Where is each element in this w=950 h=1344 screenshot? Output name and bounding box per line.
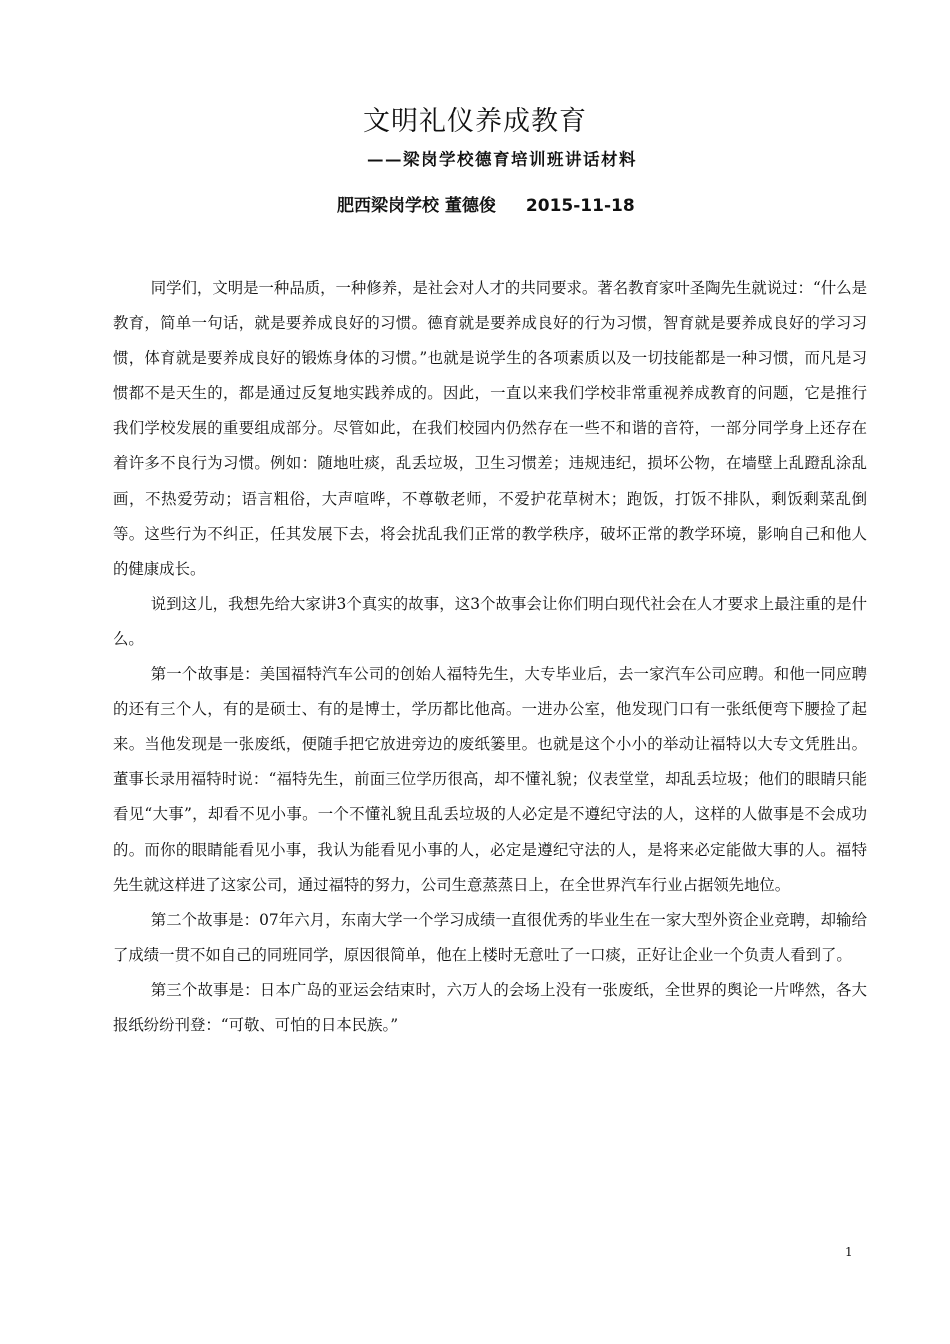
- page-number: 1: [845, 1245, 853, 1259]
- document-body: [113, 271, 867, 1043]
- document-date: 2015-11-18: [525, 196, 635, 216]
- author-name: 肥西梁岗学校 董德俊: [337, 196, 496, 216]
- paragraph-5: 第三个故事是：日本广岛的亚运会结束时，六万人的会场上没有一张废纸，全世界的舆论一片哗然，各大报纸纷纷刊登：“可敬、可怕的日本民族。”: [113, 980, 867, 1034]
- paragraph-2: 说到这儿，我想先给大家讲3个真实的故事，这3个故事会让你们明白现代社会在人才要求上最注重的是什么。: [113, 594, 867, 648]
- paragraph-1: 同学们，文明是一种品质，一种修养，是社会对人才的共同要求。著名教育家叶圣陶先生就说过：“什么是教育，简单一句话，就是要养成良好的习惯。德育就是要养成良好的行为习惯，智育就是要养成良好的学习习惯，体育就是要养成良好的锻炼身体的习惯。”也就是说学生的各项素质以及一切技能都是一种习惯，而凡是习惯都不是天生的，都是通过反复地实践养成的。因此，一直以来我们学校非常重视养成教育的问题，它是推行我们学校发展的重要组成部分。尽管如此，在我们校园内仍然存在一些不和谐的音符，一部分同学身上还存在着许多不良行为习惯。例如：随地吐痰，乱丢垃圾，卫生习惯差；违规违纪，损坏公物，在墙壁上乱蹬乱涂乱画，不热爱劳动；语言粗俗，大声喧哗，不尊敬老师，不爱护花草树木；跑饭，打饭不排队，剩饭剩菜乱倒等。这些行为不纠正，任其发展下去，将会扰乱我们正常的教学秩序，破坏正常的教学环境，影响自己和他人的健康成长。: [113, 279, 867, 578]
- paragraph-3: 第一个故事是：美国福特汽车公司的创始人福特先生，大专毕业后，去一家汽车公司应聘。和他一同应聘的还有三个人，有的是硕士、有的是博士，学历都比他高。一进办公室，他发现门口有一张纸便弯下腰捡了起来。当他发现是一张废纸，便随手把它放进旁边的废纸篓里。也就是这个小小的举动让福特以大专文凭胜出。董事长录用福特时说：“福特先生，前面三位学历很高，却不懂礼貌；仪表堂堂，却乱丢垃圾；他们的眼睛只能看见“大事”，却看不见小事。一个不懂礼貌且乱丢垃圾的人必定是不遵纪守法的人，这样的人做事是不会成功的。而你的眼睛能看见小事，我认为能看见小事的人，必定是遵纪守法的人，是将来必定能做大事的人。福特先生就这样进了这家公司，通过福特的努力，公司生意蒸蒸日上，在全世界汽车行业占据领先地位。: [113, 665, 867, 894]
- author-line: [337, 190, 635, 222]
- document-title: 文明礼仪养成教育: [363, 106, 587, 137]
- document-subtitle: ——梁岗学校德育培训班讲话材料: [367, 150, 637, 169]
- paragraph-4: 第二个故事是：07年六月，东南大学一个学习成绩一直很优秀的毕业生在一家大型外资企业竞聘，却输给了成绩一贯不如自己的同班同学，原因很简单，他在上楼时无意吐了一口痰，正好让企业一个负责人看到了。: [113, 910, 867, 964]
